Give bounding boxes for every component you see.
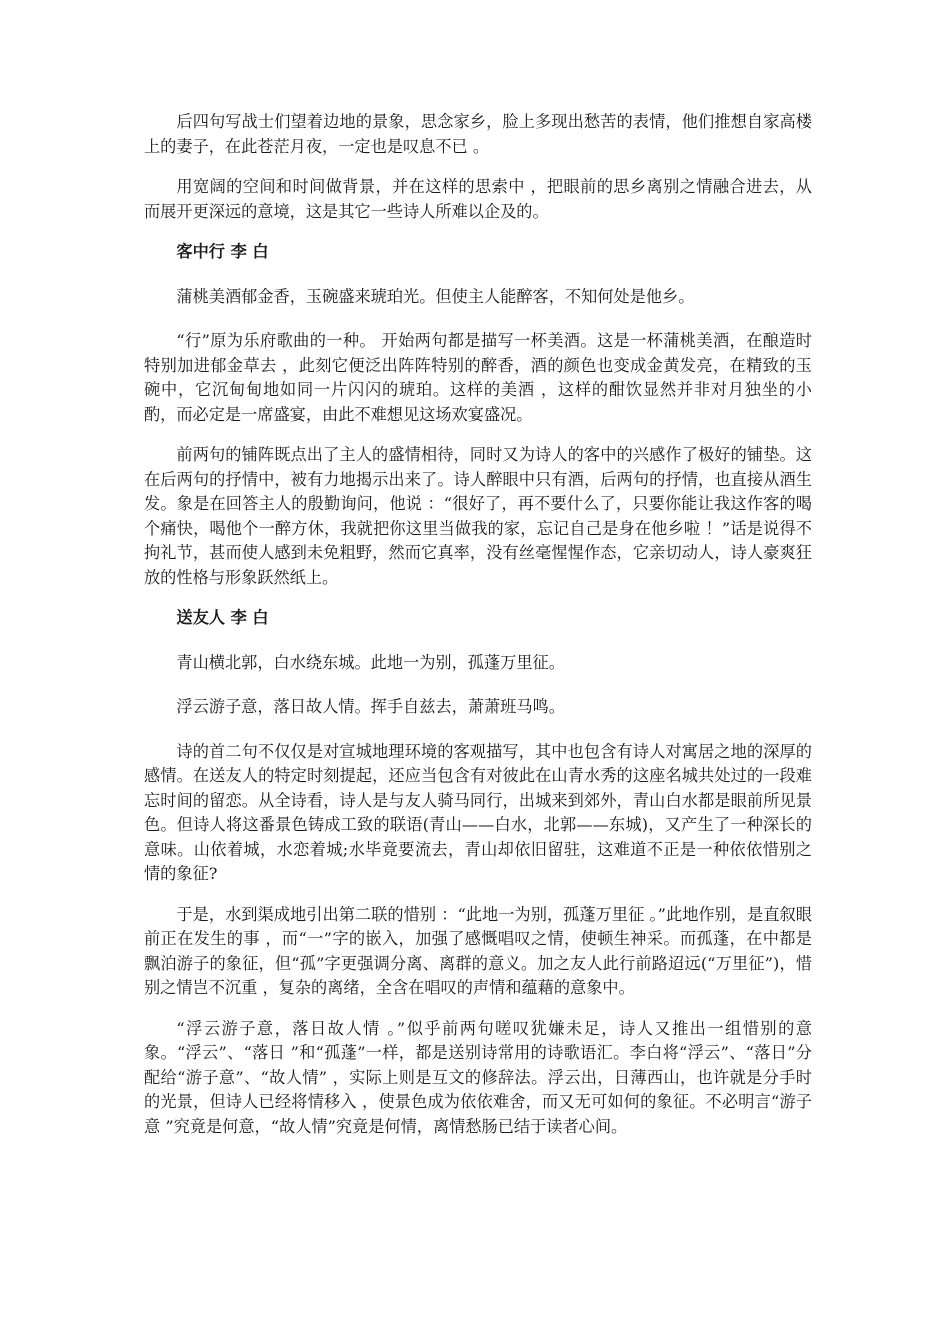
section-title-songyouren: 送友人 李 白	[176, 608, 269, 627]
poem-line: 青山横北郭，白水绕东城。此地一为别，孤蓬万里征。	[176, 652, 565, 672]
commentary-paragraph: “浮云游子意，落日故人情 。”似乎前两句嗟叹犹嫌未足，诗人又推出一组惜别的意象。“浮云”、“落日 ”和“孤蓬”一样，都是送别诗常用的诗歌语汇。李白将“浮云”、“落日”分配给“游子意”、“故人情” ，实际上则是互文的修辞法。浮云出，日薄西山，也许就是分手时的光景，但诗人已经将情移入 ，使景色成为依依难舍，而又无可如何的象征。不必明言“游子意 ”究竟是何意，“故人情”究竟是何情，离情愁肠已结于读者心间。	[144, 1018, 812, 1136]
poem-kezhongxing: 蒲桃美酒郁金香，玉碗盛来琥珀光。但使主人能醉客，不知何处是他乡。	[176, 286, 695, 306]
commentary-paragraph: “行”原为乐府歌曲的一种。 开始两句都是描写一杯美酒。这是一杯蒲桃美酒，在酿造时特别加进郁金草去 ，此刻它便泛出阵阵特别的醉香，酒的颜色也变成金黄发亮，在精致的玉碗中，它沉甸甸地如同一片闪闪的琥珀。这样的美酒 ，这样的酣饮显然并非对月独坐的小酌，而必定是一席盛宴，由此不难想见这场欢宴盛况。	[144, 331, 812, 424]
poem-line: 浮云游子意，落日故人情。挥手自兹去，萧萧班马鸣。	[176, 697, 565, 716]
commentary-paragraph: 于是，水到渠成地引出第二联的惜别 ：“此地一为别，孤蓬万里征 。”此地作别，是直叙眼前正在发生的事 ，而“一”字的嵌入，加强了感慨唱叹之情，使顿生神采。而孤蓬，在中都是飘泊游子的象征，但“孤”字更强调分离、离群的意义。加之友人此行前路迢远(“万里征”)，惜别之情岂不沉重 ，复杂的离绪，全含在唱叹的声情和蕴藉的意象中。	[144, 904, 812, 997]
intro-paragraph-1: 后四句写战士们望着边地的景象，思念家乡，脸上多现出愁苦的表情，他们推想自家高楼上的妻子，在此苍茫月夜，一定也是叹息不已 。	[144, 112, 812, 156]
commentary-paragraph: 诗的首二句不仅仅是对宣城地理环境的客观描写，其中也包含有诗人对寓居之地的深厚的感情。在送友人的特定时刻提起，还应当包含有对彼此在山青水秀的这座名城共处过的一段难忘时间的留恋。从全诗看，诗人是与友人骑马同行，出城来到郊外，青山白水都是眼前所见景色。但诗人将这番景色铸成工致的联语(青山——白水，北郭——东城)，又产生了一种深长的意味。山依着城，水恋着城;水毕竟要流去，青山却依旧留驻，这难道不正是一种依依惜别之情的象征?	[144, 741, 812, 883]
commentary-paragraph: 前两句的铺阵既点出了主人的盛情相待，同时又为诗人的客中的兴感作了极好的铺垫。这在后两句的抒情中，被有力地揭示出来了。诗人醉眼中只有酒，后两句的抒情，也直接从酒生发。象是在回答主人的殷勤询问，他说 ：“很好了，再不要什么了，只要你能让我这作客的喝个痛快，喝他个一醉方休，我就把你这里当做我的家，忘记自己是身在他乡啦 ！”话是说得不拘礼节，甚而使人感到未免粗野，然而它真率，没有丝毫惺惺作态，它亲切动人，诗人豪爽狂放的性格与形象跃然纸上。	[144, 445, 812, 587]
document-body	[144, 110, 812, 1155]
section-title-kezhongxing: 客中行 李 白	[176, 242, 269, 261]
intro-paragraph-2: 用宽阔的空间和时间做背景，并在这样的思索中 ，把眼前的思乡离别之情融合进去，从而展开更深远的意境，这是其它一些诗人所难以企及的。	[144, 177, 812, 221]
